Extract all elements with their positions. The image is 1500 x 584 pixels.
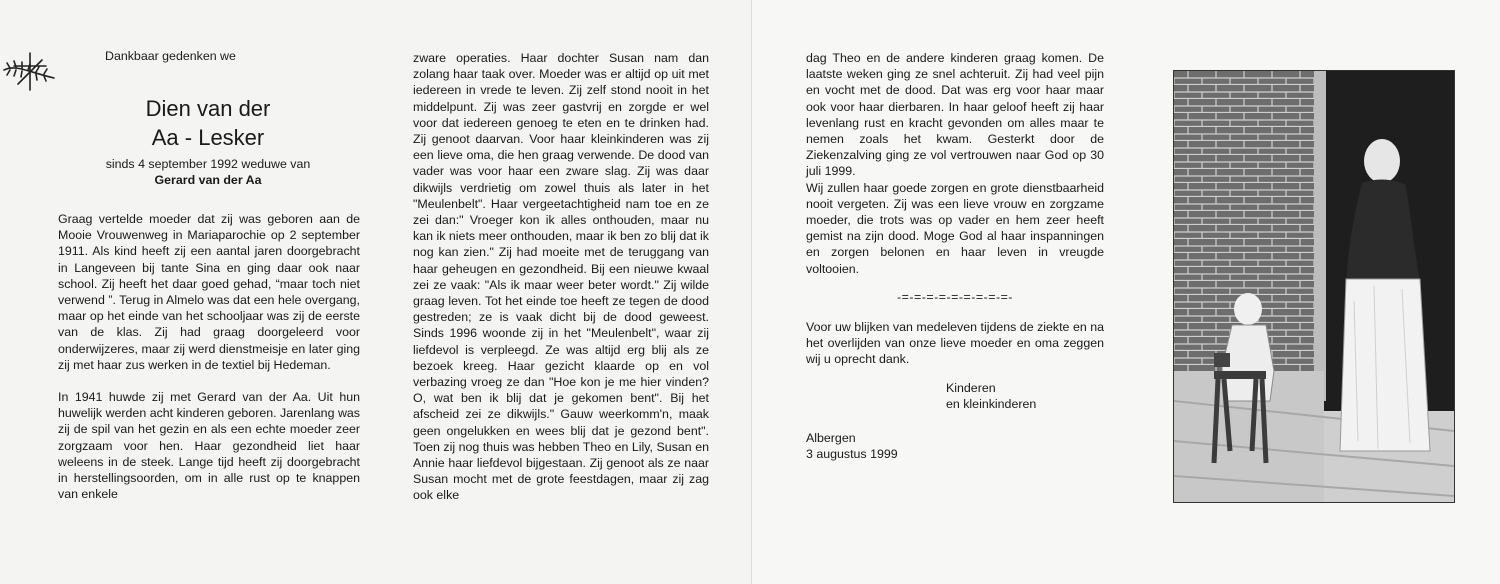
date-text: 3 augustus 1999 [806, 447, 898, 462]
thanks-text: Voor uw blijken van medeleven tijdens de ziekte en na het overlijden van onze lieve moeder en oma zeggen wij u oprecht dank. [806, 320, 1104, 367]
paragraph-final-weeks: dag Theo en de andere kinderen graag komen. De laatste weken ging ze snel achteruit. Zij had veel pijn en vocht met de dood. Dat was erg voor haar maar ook voor haar dierbaren. In haar geloof heeft zij haar levenlang rust en kracht gevonden om alles maar te nemen zoals het kwam. Gesterkt door de Ziekenzalving ging ze vol vertrouwen naar God op 30 juli 1999. [806, 51, 1104, 179]
paragraph-birth: Graag vertelde moeder dat zij was geboren aan de Mooie Vrouwenweg in Mariaparochie op 2 september 1911. Als kind heeft zij een aantal jaren doorgebracht in Langeveen bij tante Sina en ging daar ook naar school. Zij heeft het daar goed gehad, “maar toch niet verwend ”. Terug in Almelo was dat een hele overgang, maar op het einde van het schooljaar was zij de eerste van de klas. Zij had graag doorgeleerd voor onderwijzeres, maar zij werd dienstmeisje en later ging zij met haar zus werken in de textiel bij Hedeman. [58, 212, 360, 372]
header-text: Dankbaar gedenken we [105, 49, 236, 63]
paragraph-remembrance: Wij zullen haar goede zorgen en grote dienstbaarheid nooit vergeten. Zij was een lieve vrouw en zorgzame moeder, die trots was op vader en hem zeer heeft gemist na zijn dood. Moge God al haar inspanningen en zorgen belonen en haar leven in vreugde voltooien. [806, 180, 1104, 276]
divider-line: -=-=-=-=-=-=-=-=-=- [897, 289, 1013, 304]
signature-line1: Kinderen [946, 380, 996, 395]
paragraph-marriage: In 1941 huwde zij met Gerard van der Aa. Uit hun huwelijk werden acht kinderen geboren. Jarenlang was zij de spil van het gezin en als een echte moeder zeer zorgzaam voor hen. Haar gezondheid liet haar weleens in de steek. Lange tijd heeft zij doorgebracht in herstellingsoorden, om in alle rust op te knappen van enkele [58, 390, 360, 502]
cross-with-palm-icon [0, 50, 60, 96]
deceased-name-line1: Dien van der [145, 96, 271, 121]
column-3 [806, 50, 1104, 462]
paragraph-life: zware operaties. Haar dochter Susan nam dan zolang haar taak over. Moeder was er altijd op uit met iedereen in vrede te leven. Zij zelf stond nooit in het middelpunt. Zij was zeer gastvrij en zorgde er wel voor dat iedereen genoeg te eten en te drinken had. Zij genoot daarvan. Voor haar kleinkinderen was zij een lieve oma, die hen graag verwende. De dood van vader was voor haar een zware slag. Zij was daar dikwijls verdrietig om zowel thuis als later in het "Meulenbelt". Haar vergeetachtigheid nam toe en ze zei dan:" Vroeger kon ik alles onthouden, maar nu kan ik niets meer onthouden, maar ik ben zo blij dat ik nog kan zien." Zij had moeite met de teruggang van haar geheugen en gezondheid. Bij een nieuwe kwaal zei ze vaak: "Als ik maar weer beter wordt." Zij wilde graag leven. Tot het einde toe heeft ze tegen de dood gestreden; ze is vaak dicht bij de dood geweest. Sinds 1996 woonde zij in het "Meulenbelt", waar zij liefdevol is verpleegd. Ze was altijd erg blij als ze bezoek kreeg. Haar gezicht klaarde op en vol verbazing vroeg ze dan "Hoe kon je me hier vinden? O, wat ben ik blij dat je gekomen bent". Bij het afscheid zei ze dikwijls." Gauw weerkomm'n, maak geen ongelukken en wees blij dat je gezond bent". Toen zij nog thuis was hebben Theo en Lily, Susan en Annie haar liefdevol bijgestaan. Zij genoot als ze naar Susan mocht met de grote feestdagen, maar zij zag ook elke [413, 51, 709, 503]
deceased-name-line2: Aa - Lesker [151, 125, 265, 150]
memorial-photo [1173, 70, 1455, 503]
signature-line2: en kleinkinderen [946, 396, 1037, 411]
widow-since-line: sinds 4 september 1992 weduwe van [105, 157, 311, 171]
husband-name: Gerard van der Aa [154, 173, 262, 187]
place-name: Albergen [806, 431, 856, 446]
photo-illustration [1174, 71, 1454, 502]
column-2 [413, 50, 709, 504]
